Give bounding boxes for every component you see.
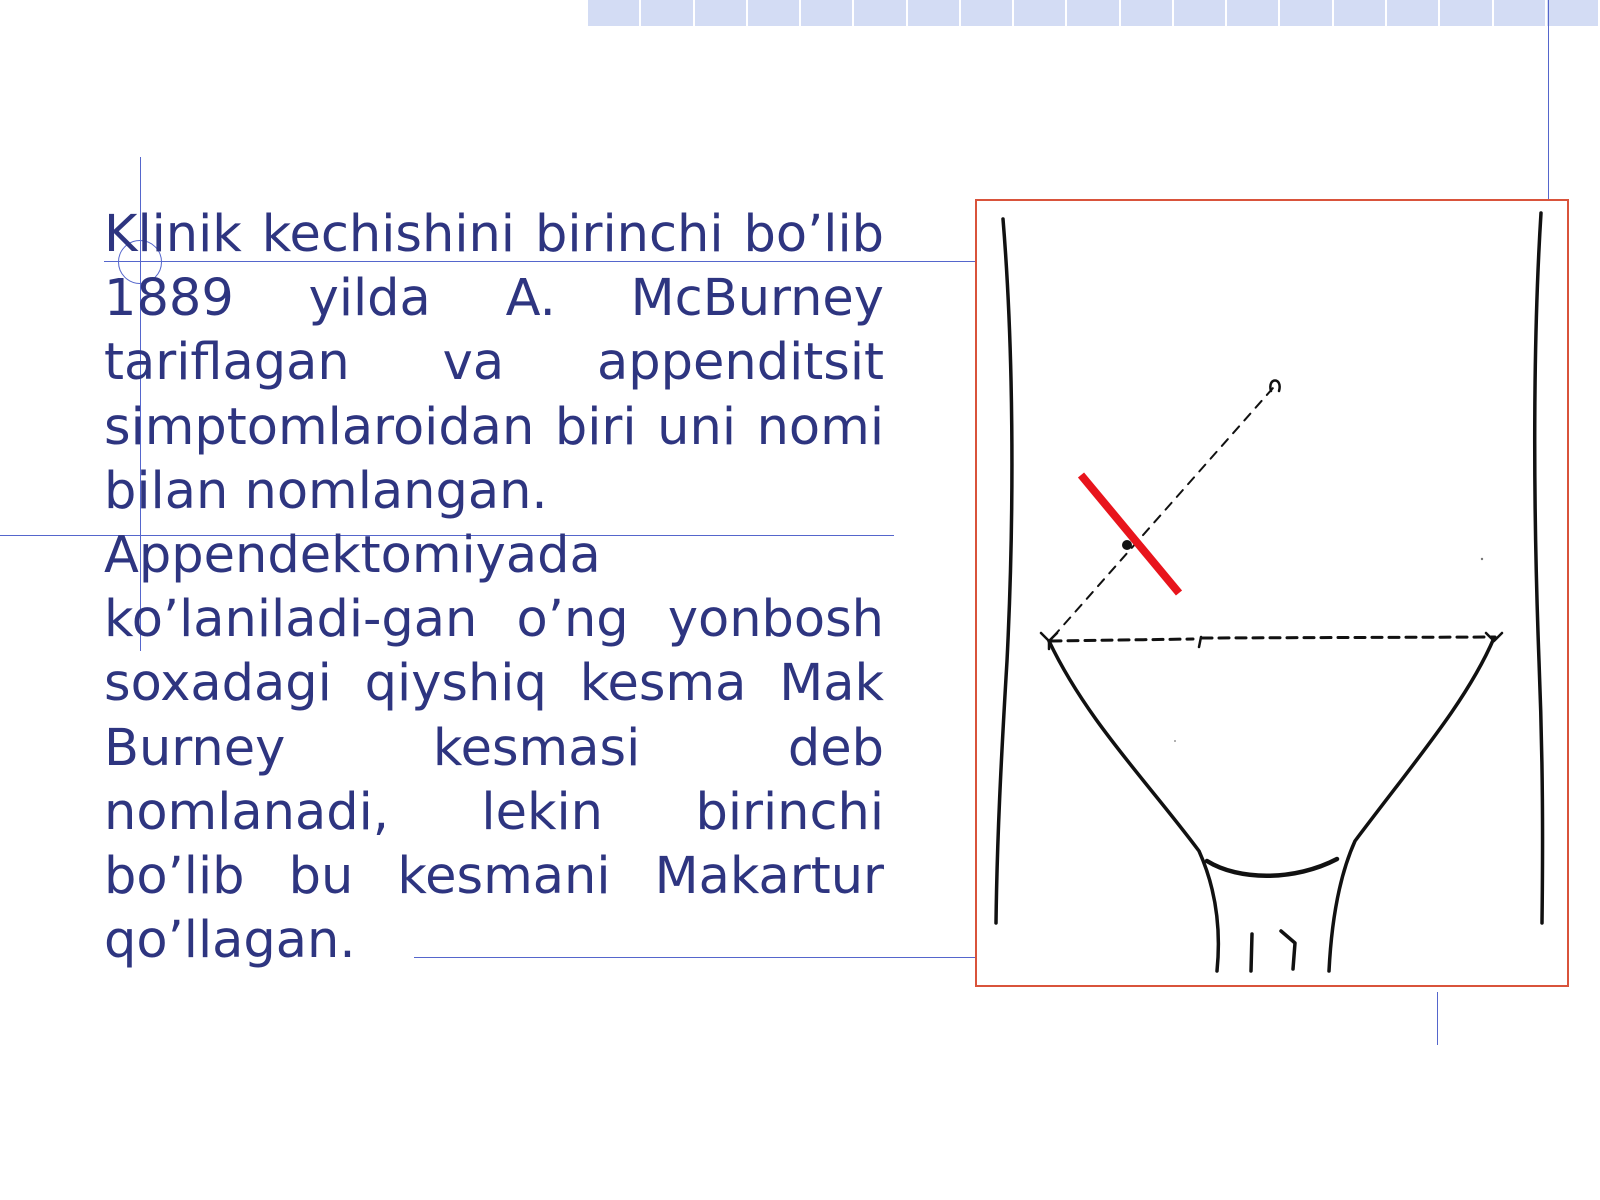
vertical-rule-right-bottom <box>1437 992 1438 1045</box>
incision-line <box>1081 475 1179 593</box>
top-decorative-band <box>588 0 1600 26</box>
abdomen-incision-figure <box>975 199 1569 987</box>
body-text: Klinik kechishini birinchi bo’lib 1889 yilda A. McBurney tariflagan va appenditsit simptomlaroidan biri uni nomi bilan nomlangan. Appendektomiyada ko’laniladi-gan o’ng yonbosh soxadagi qiyshiq kesma Mak Burney kesmasi deb nomlanadi, lekin birinchi bo’lib bu kesmani Makartur qo’llagan. <box>104 205 884 971</box>
mcburney-point <box>1122 540 1132 550</box>
vertical-rule-right-top <box>1548 0 1549 199</box>
abdomen-incision-diagram-icon <box>977 201 1567 985</box>
